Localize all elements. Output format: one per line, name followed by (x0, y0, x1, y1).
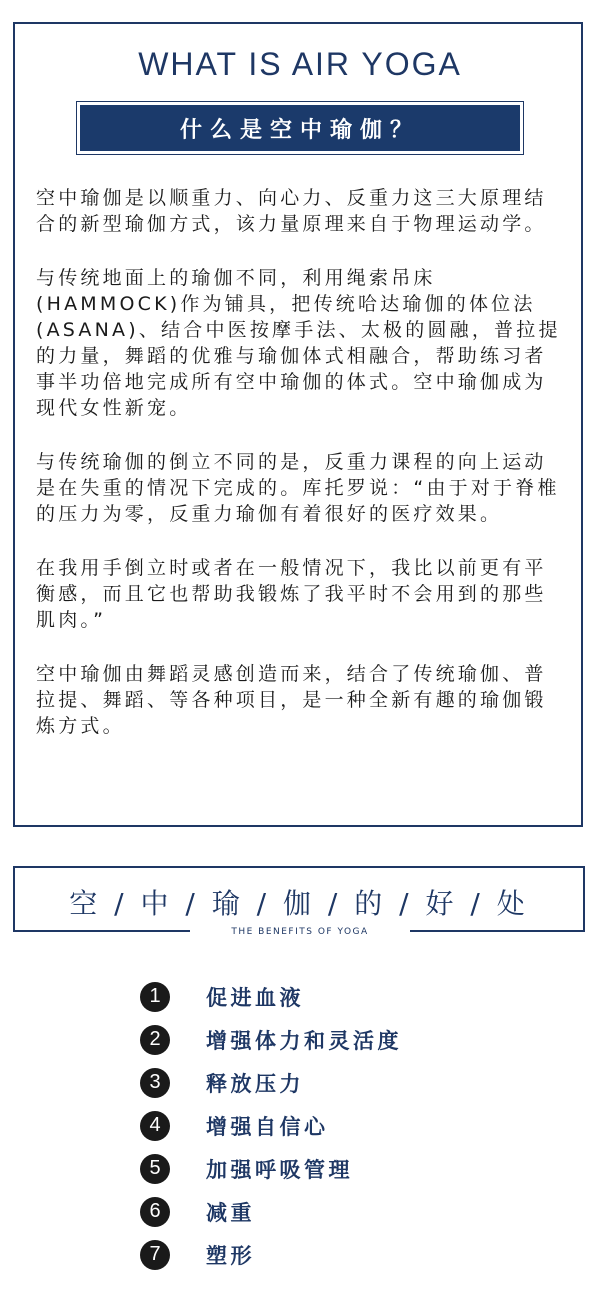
intro-paragraphs (36, 185, 566, 767)
number-badge: 2 (140, 1025, 170, 1055)
benefit-text: 增强体力和灵活度 (206, 1028, 402, 1053)
benefit-text: 加强呼吸管理 (206, 1157, 353, 1182)
number-badge: 4 (140, 1111, 170, 1141)
paragraph: 空中瑜伽是以顺重力、向心力、反重力这三大原理结合的新型瑜伽方式，该力量原理来自于物理运动学。 (36, 187, 547, 235)
number-badge: 1 (140, 982, 170, 1012)
benefit-text: 减重 (206, 1200, 255, 1225)
paragraph: 空中瑜伽由舞蹈灵感创造而来，结合了传统瑜伽、普拉提、舞蹈、等各种项目，是一种全新有趣的瑜伽锻炼方式。 (36, 663, 547, 737)
benefit-text: 塑形 (206, 1243, 255, 1268)
paragraph: 在我用手倒立时或者在一般情况下，我比以前更有平衡感，而且它也帮助我锻炼了我平时不会用到的那些肌肉。” (36, 557, 547, 631)
list-item (140, 1104, 402, 1147)
benefits-subtitle: THE BENEFITS OF YOGA (190, 922, 410, 942)
number-badge: 5 (140, 1154, 170, 1184)
list-item (140, 1061, 402, 1104)
list-item (140, 1190, 402, 1233)
english-title: WHAT IS AIR YOGA (138, 46, 462, 82)
number-badge: 6 (140, 1197, 170, 1227)
paragraph: 与传统瑜伽的倒立不同的是，反重力课程的向上运动是在失重的情况下完成的。库托罗说：“由于对于脊椎的压力为零，反重力瑜伽有着很好的医疗效果。 (36, 451, 560, 525)
list-item (140, 1233, 402, 1276)
list-item (140, 1018, 402, 1061)
chinese-title-banner (76, 101, 524, 155)
paragraph: 与传统地面上的瑜伽不同，利用绳索吊床(HAMMOCK)作为铺具，把传统哈达瑜伽的体位法(ASANA)、结合中医按摩手法、太极的圆融，普拉提的力量，舞蹈的优雅与瑜伽体式相融合，帮助练习者事半功倍地完成所有空中瑜伽的体式。空中瑜伽成为现代女性新宠。 (36, 267, 561, 419)
benefits-list (140, 975, 402, 1276)
number-badge: 3 (140, 1068, 170, 1098)
benefit-text: 促进血液 (206, 985, 304, 1010)
number-badge: 7 (140, 1240, 170, 1270)
benefit-text: 增强自信心 (206, 1114, 329, 1139)
benefit-text: 释放压力 (206, 1071, 304, 1096)
list-item (140, 1147, 402, 1190)
list-item (140, 975, 402, 1018)
benefits-title: 空 / 中 / 瑜 / 伽 / 的 / 好 / 处 (69, 887, 529, 920)
chinese-title: 什么是空中瑜伽？ (80, 105, 520, 151)
